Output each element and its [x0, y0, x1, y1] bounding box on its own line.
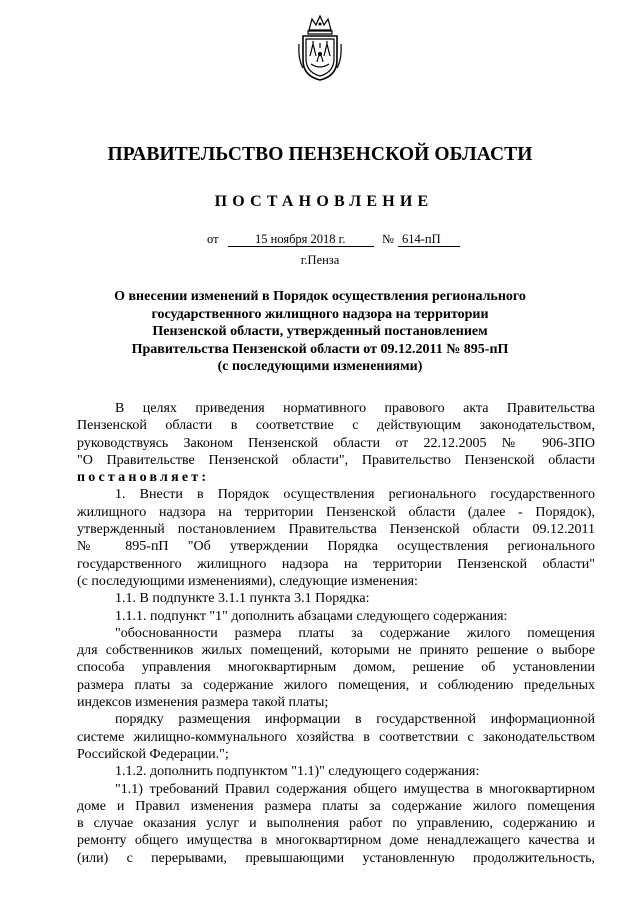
document-date: 15 ноября 2018 г. [255, 232, 346, 246]
body-line: № 895-пП "Об утверждении Порядка осуществления регионального [77, 539, 595, 555]
body-line: государственного жилищного надзора на территории Пензенской области" [77, 556, 595, 572]
title-line: государственного жилищного надзора на территории [151, 306, 489, 322]
document-type: ПОСТАНОВЛЕНИЕ [214, 193, 434, 210]
body-line: (с последующими изменениями), следующие изменения: [77, 573, 418, 589]
body-line: "1.1) требований Правил содержания общего имущества в многоквартирном [115, 781, 595, 797]
body-line: жилищного надзора на территории Пензенской области (далее - Порядок), [77, 504, 595, 520]
body-line: В целях приведения нормативного правового акта Правительства [115, 401, 595, 416]
title-line: О внесении изменений в Порядок осуществления регионального [114, 289, 526, 304]
body-line: утвержденный постановлением Правительства Пензенской области 09.12.2011 [77, 522, 595, 538]
resolves-word: постановляет: [77, 470, 210, 486]
body-line: индексов изменения размера такой платы; [77, 695, 329, 711]
coat-of-arms-emblem [297, 14, 343, 82]
body-line: порядку размещения информации в государственной информационной [115, 712, 595, 728]
document-title [80, 288, 560, 376]
body-line: Пензенской области в соответствие с действующим законодательством, [77, 418, 595, 434]
document-body [77, 400, 595, 867]
number-label: № [382, 232, 394, 246]
body-line: "обоснованности размера платы за содержание жилого помещения [115, 625, 595, 641]
body-line: 1. Внести в Порядок осуществления регионального государственного [115, 487, 595, 503]
document-number: 614-пП [402, 232, 441, 246]
body-line: в случае оказания услуг и выполнения работ по управлению, содержанию и [77, 816, 595, 832]
body-line: для собственников жилых помещений, которыми не принято решение о выборе [77, 643, 595, 659]
title-line: Правительства Пензенской области от 09.12.2011 № 895-пП [131, 341, 509, 357]
body-line: 1.1.1. подпункт "1" дополнить абзацами следующего содержания: [115, 608, 508, 624]
body-line: Российской Федерации."; [77, 746, 229, 762]
body-line: руководствуясь Законом Пензенской области от 22.12.2005 № 906-ЗПО [77, 435, 595, 451]
body-line: (или) с перерывами, превышающими установленную продолжительность, [77, 850, 595, 866]
body-line: 1.1. В подпункте 3.1.1 пункта 3.1 Порядка: [115, 591, 370, 607]
body-line: способа управления многоквартирным домом, решение об установлении [77, 660, 595, 676]
city: г.Пенза [300, 253, 340, 267]
government-name: ПРАВИТЕЛЬСТВО ПЕНЗЕНСКОЙ ОБЛАСТИ [107, 144, 533, 165]
title-line: (с последующими изменениями) [217, 359, 423, 374]
from-label: от [207, 232, 219, 246]
title-line: Пензенской области, утвержденный постановлением [152, 324, 488, 339]
body-line: системе жилищно-коммунального хозяйства в соответствии с законодательством [77, 729, 595, 745]
body-line: 1.1.2. дополнить подпунктом "1.1)" следующего содержания: [115, 764, 480, 780]
body-line: доме и Правил изменения размера платы за содержание жилого помещения [77, 798, 595, 814]
body-line: размера платы за содержание жилого помещения, и соблюдению предельных [77, 677, 595, 693]
body-line: ремонту общего имущества в многоквартирном доме ненадлежащего качества и [77, 833, 595, 849]
body-line: "О Правительстве Пензенской области", Правительство Пензенской области [77, 452, 595, 468]
